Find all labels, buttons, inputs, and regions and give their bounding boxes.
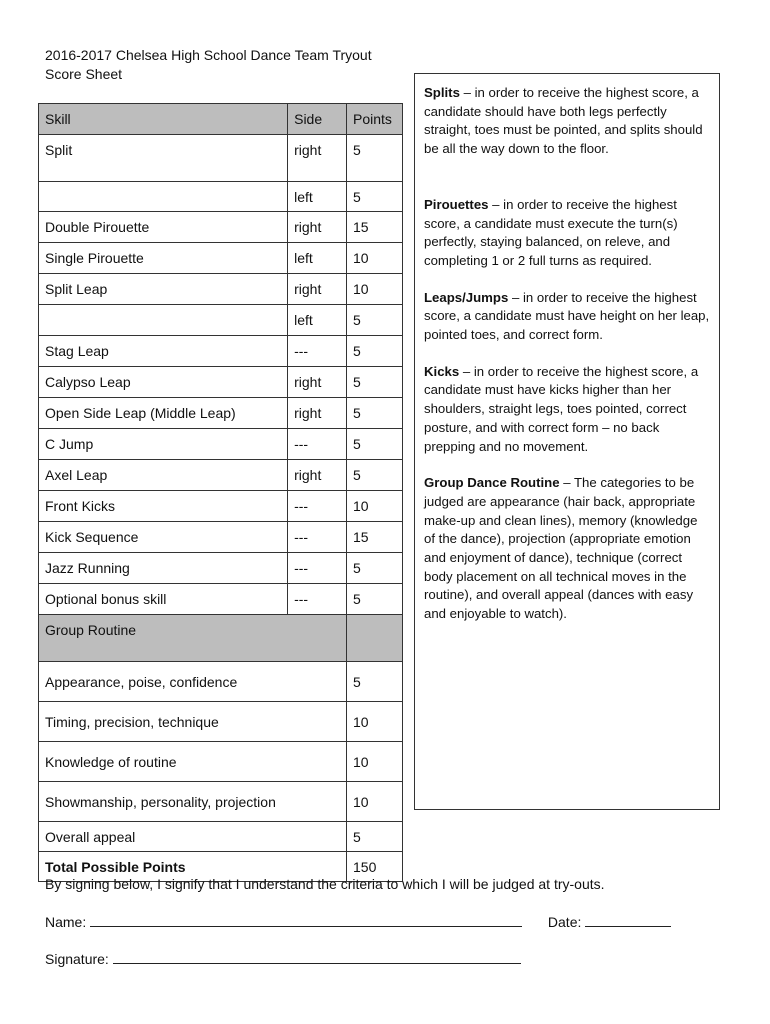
- points-cell: 15: [347, 212, 403, 243]
- table-row: [39, 522, 403, 553]
- table-row: [39, 702, 403, 742]
- criteria-term: Pirouettes: [424, 196, 489, 212]
- side-cell: ---: [288, 491, 347, 522]
- table-row: [39, 274, 403, 305]
- group-skill-cell: Overall appeal: [39, 822, 347, 852]
- criteria-term: Splits: [424, 85, 460, 100]
- name-field[interactable]: [90, 913, 522, 927]
- points-cell: 10: [347, 742, 403, 782]
- table-row: [39, 398, 403, 429]
- skill-cell: C Jump: [39, 429, 288, 460]
- points-cell: 10: [347, 491, 403, 522]
- points-cell: 5: [347, 553, 403, 584]
- side-cell: right: [288, 398, 347, 429]
- table-row: [39, 367, 403, 398]
- group-routine-header-points: [347, 615, 403, 662]
- side-cell: left: [288, 305, 347, 336]
- skill-cell: Double Pirouette: [39, 212, 288, 243]
- table-row: [39, 135, 403, 182]
- group-skill-cell: Showmanship, personality, projection: [39, 782, 347, 822]
- header-side: Side: [288, 104, 347, 135]
- skill-cell: Optional bonus skill: [39, 584, 288, 615]
- signature-field[interactable]: [113, 950, 521, 964]
- table-row: [39, 662, 403, 702]
- table-row: [39, 782, 403, 822]
- points-cell: 5: [347, 822, 403, 852]
- signature-line: [45, 950, 521, 967]
- table-row: [39, 460, 403, 491]
- table-row: [39, 243, 403, 274]
- points-cell: 10: [347, 782, 403, 822]
- judging-criteria-box: [414, 73, 720, 810]
- criteria-text: – in order to receive the highest score, a candidate should have both legs perfectly straight, toes must be pointed, and splits should be all the way down to the floor.: [424, 85, 703, 157]
- side-cell: ---: [288, 522, 347, 553]
- side-cell: ---: [288, 584, 347, 615]
- points-cell: 10: [347, 702, 403, 742]
- skill-cell: [39, 182, 288, 212]
- total-label: Total Possible Points: [39, 852, 347, 882]
- total-points: 150: [347, 852, 403, 882]
- criteria-term: Group Dance Routine: [424, 475, 560, 491]
- side-cell: right: [288, 274, 347, 305]
- skill-cell: Stag Leap: [39, 336, 288, 367]
- points-cell: 10: [347, 274, 403, 305]
- table-row: [39, 429, 403, 460]
- points-cell: 5: [347, 305, 403, 336]
- points-cell: 5: [347, 367, 403, 398]
- skill-cell: Calypso Leap: [39, 367, 288, 398]
- criteria-term: Leaps/Jumps: [424, 289, 509, 305]
- side-cell: ---: [288, 336, 347, 367]
- title-line-2: Score Sheet: [45, 66, 123, 82]
- table-row: [39, 305, 403, 336]
- side-cell: right: [288, 212, 347, 243]
- points-cell: 5: [347, 336, 403, 367]
- group-skill-cell: Timing, precision, technique: [39, 702, 347, 742]
- criteria-term: Kicks: [424, 363, 460, 379]
- table-row: [39, 553, 403, 584]
- side-cell: right: [288, 460, 347, 491]
- criteria-text: – in order to receive the highest score, a candidate must have height on her leap, pointed toes, and correct form.: [424, 289, 710, 343]
- table-row: [39, 742, 403, 782]
- side-cell: ---: [288, 429, 347, 460]
- document-title: [45, 46, 372, 84]
- skill-cell: Open Side Leap (Middle Leap): [39, 398, 288, 429]
- table-row: [39, 212, 403, 243]
- skill-cell: Kick Sequence: [39, 522, 288, 553]
- skill-cell: Split Leap: [39, 274, 288, 305]
- name-date-line: [45, 913, 671, 930]
- points-cell: 15: [347, 522, 403, 553]
- group-skill-cell: Knowledge of routine: [39, 742, 347, 782]
- points-cell: 5: [347, 584, 403, 615]
- group-routine-header-row: [39, 615, 403, 662]
- table-row: [39, 182, 403, 212]
- side-cell: ---: [288, 553, 347, 584]
- skill-cell: Front Kicks: [39, 491, 288, 522]
- skill-cell: Single Pirouette: [39, 243, 288, 274]
- signing-statement: By signing below, I signify that I understand the criteria to which I will be judged at try-outs.: [45, 876, 605, 892]
- points-cell: 5: [347, 662, 403, 702]
- skill-cell: [39, 305, 288, 336]
- side-cell: right: [288, 367, 347, 398]
- date-field[interactable]: [585, 913, 671, 927]
- table-row: [39, 822, 403, 852]
- points-cell: 5: [347, 398, 403, 429]
- points-cell: 5: [347, 182, 403, 212]
- criteria-pirouettes: [424, 196, 711, 271]
- skill-cell: Jazz Running: [39, 553, 288, 584]
- criteria-splits: [424, 84, 711, 159]
- criteria-text: – in order to receive the highest score, a candidate must execute the turn(s) perfectly, staying balanced, on releve, and completing 1 or 2 full turns as required.: [424, 196, 678, 268]
- criteria-text: – The categories to be judged are appearance (hair back, appropriate make-up and clean lines), memory (knowledge of the dance), projection (appropriate emotion and enjoyment of dance), technique (correct body placement on all technical moves in the routine), and overall appeal (dances with easy and enjoyable to watch).: [424, 475, 698, 622]
- side-cell: left: [288, 243, 347, 274]
- side-cell: right: [288, 135, 347, 182]
- group-routine-header: Group Routine: [39, 615, 347, 662]
- table-row: [39, 491, 403, 522]
- side-cell: left: [288, 182, 347, 212]
- points-cell: 5: [347, 429, 403, 460]
- header-points: Points: [347, 104, 403, 135]
- points-cell: 10: [347, 243, 403, 274]
- score-table: [38, 103, 403, 882]
- header-skill: Skill: [39, 104, 288, 135]
- criteria-group-dance-routine: [424, 474, 711, 624]
- skill-cell: Axel Leap: [39, 460, 288, 491]
- criteria-leaps-jumps: [424, 289, 711, 345]
- table-row: [39, 584, 403, 615]
- name-label: Name:: [45, 914, 87, 930]
- points-cell: 5: [347, 135, 403, 182]
- points-cell: 5: [347, 460, 403, 491]
- title-line-1: 2016-2017 Chelsea High School Dance Team Tryout: [45, 47, 372, 63]
- group-skill-cell: Appearance, poise, confidence: [39, 662, 347, 702]
- criteria-text: – in order to receive the highest score, a candidate must have kicks higher than her shoulders, straight legs, toes pointed, correct posture, and with correct form – no back prepping and no movement.: [424, 363, 699, 454]
- table-row: [39, 336, 403, 367]
- date-label: Date:: [547, 914, 582, 930]
- signature-label: Signature:: [45, 951, 109, 967]
- table-header-row: [39, 104, 403, 135]
- criteria-kicks: [424, 363, 711, 457]
- skill-cell: Split: [39, 135, 288, 182]
